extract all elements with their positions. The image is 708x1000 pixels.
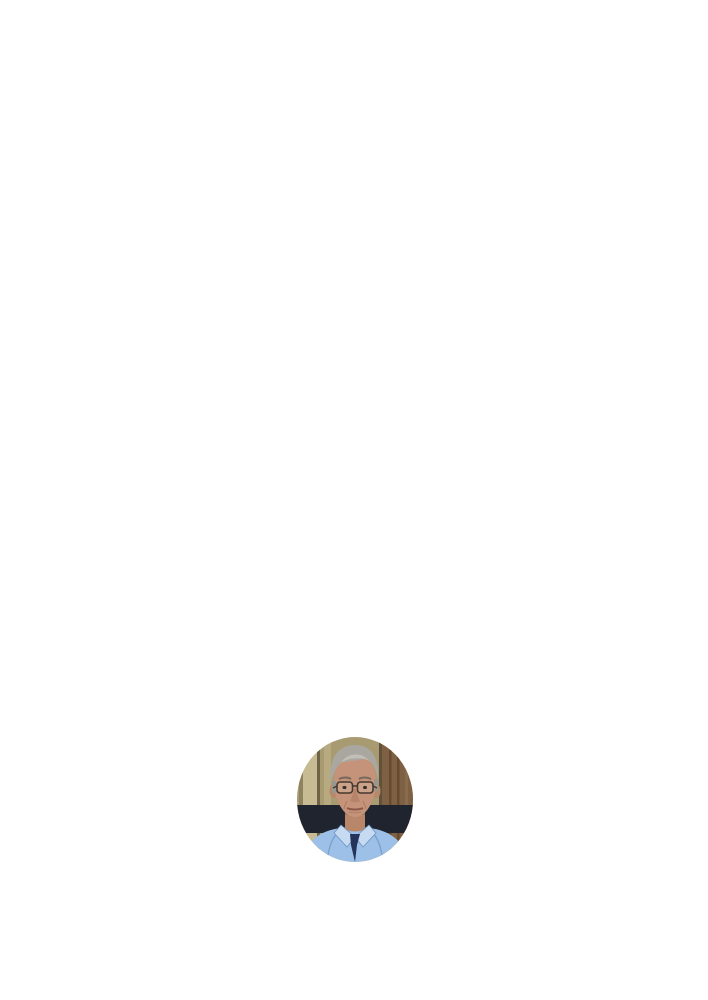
contact-overlay: [232, 731, 477, 977]
contact-photo: [232, 737, 477, 862]
portrait-photo-icon: [297, 737, 413, 862]
